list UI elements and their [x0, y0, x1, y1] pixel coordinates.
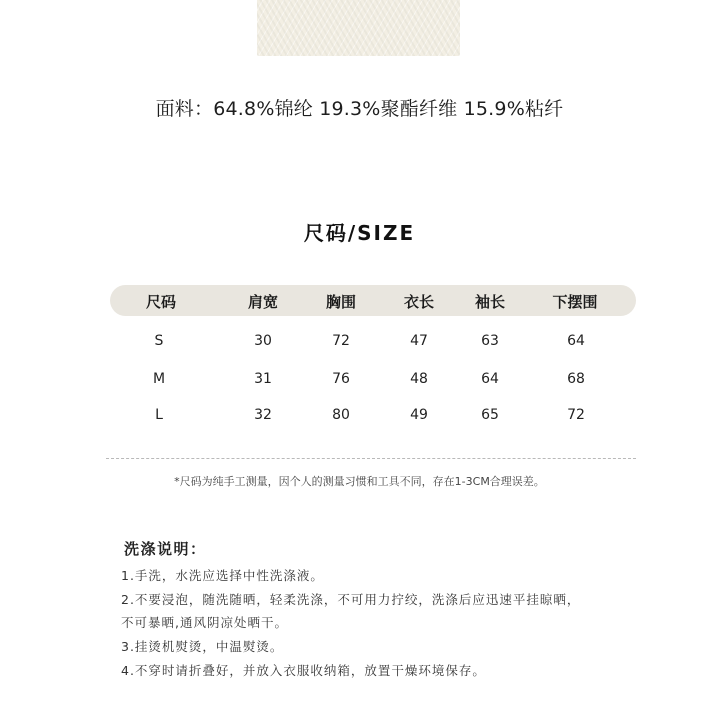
table-cell: 68 [567, 371, 585, 387]
table-cell: L [155, 407, 163, 423]
table-cell: 47 [410, 333, 428, 349]
wash-instructions-title: 洗涤说明： [124, 540, 207, 558]
wash-line: 1.手洗，水洗应选择中性洗涤液。 [121, 568, 324, 583]
table-cell: M [152, 371, 166, 387]
header-size: 尺码 [145, 293, 176, 311]
table-cell: 65 [481, 407, 499, 423]
table-cell: 48 [410, 371, 428, 387]
wash-line: 3.挂烫机熨烫，中温熨烫。 [121, 639, 284, 654]
table-cell: 32 [254, 407, 272, 423]
fabric-swatch-image [257, 0, 460, 56]
table-cell: S [154, 333, 164, 349]
table-cell: 31 [254, 371, 272, 387]
header-hem: 下摆围 [552, 293, 598, 311]
header-length: 衣长 [403, 293, 434, 311]
table-cell: 30 [254, 333, 272, 349]
table-cell: 64 [567, 333, 585, 349]
fabric-composition: 面料：64.8%锦纶 19.3%聚酯纤维 15.9%粘纤 [155, 98, 564, 120]
wash-line: 2.不要浸泡，随洗随晒，轻柔洗涤，不可用力拧绞，洗涤后应迅速平挂晾晒， [121, 592, 581, 607]
table-cell: 80 [332, 407, 350, 423]
header-shoulder: 肩宽 [247, 293, 278, 311]
table-cell: 72 [332, 333, 350, 349]
table-cell: 49 [410, 407, 428, 423]
table-cell: 63 [481, 333, 499, 349]
wash-line: 4.不穿时请折叠好，并放入衣服收纳箱，放置干燥环境保存。 [121, 663, 486, 678]
table-cell: 76 [332, 371, 350, 387]
header-sleeve: 袖长 [474, 293, 505, 311]
table-cell: 72 [567, 407, 585, 423]
divider [106, 458, 636, 459]
measurement-note: *尺码为纯手工测量，因个人的测量习惯和工具不同，存在1-3CM合理误差。 [174, 475, 545, 488]
wash-line: 不可暴晒,通风阴凉处晒干。 [121, 615, 288, 630]
size-chart-title: 尺码/SIZE [303, 221, 416, 245]
table-cell: 64 [481, 371, 499, 387]
header-chest: 胸围 [325, 293, 356, 311]
